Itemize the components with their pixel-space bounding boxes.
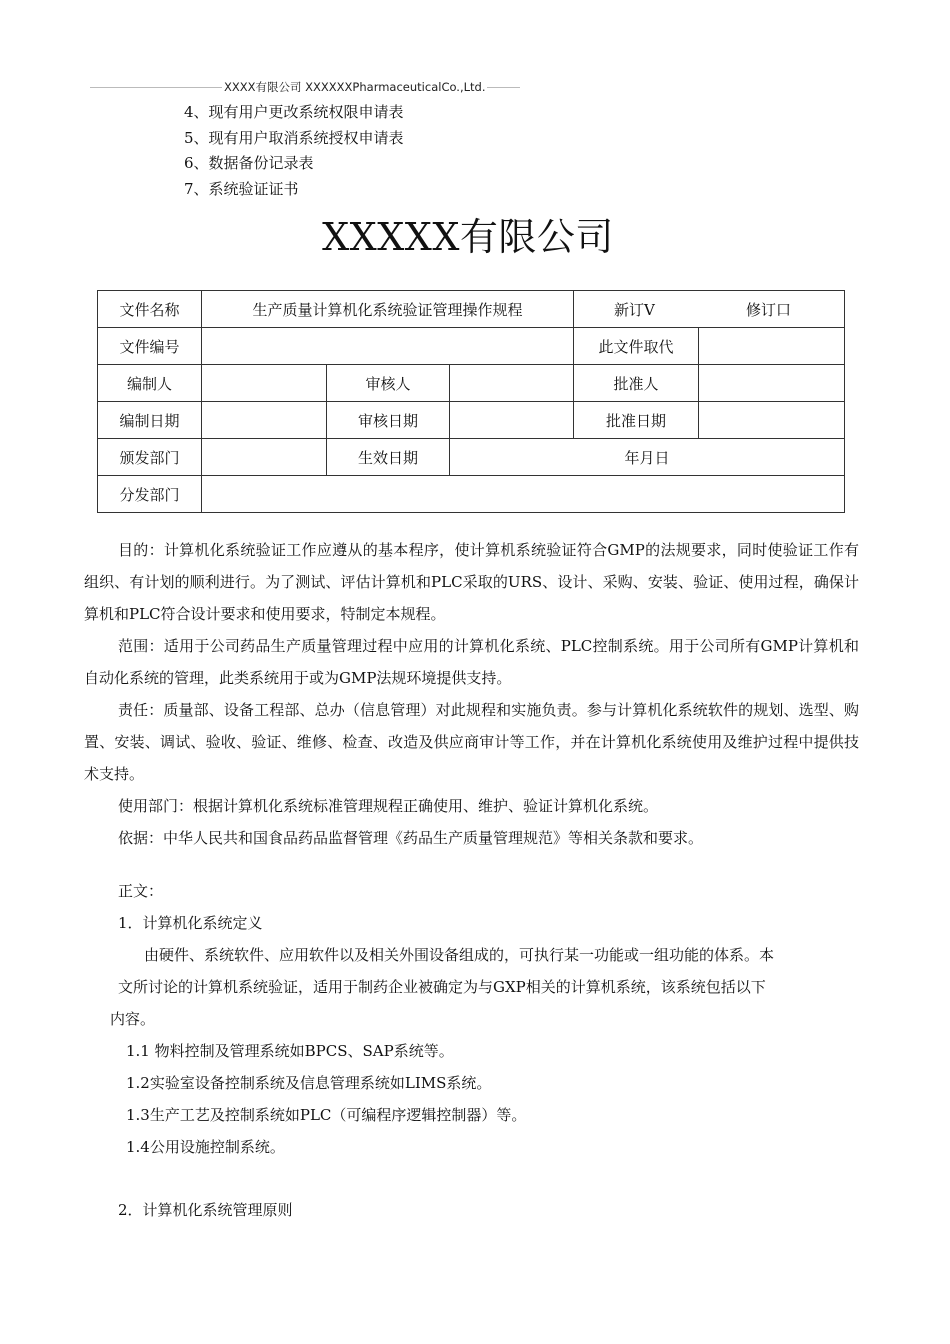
table-row <box>98 291 845 328</box>
approve-date-value <box>699 402 845 439</box>
main-heading: 正文： <box>118 882 164 900</box>
doc-no-value <box>202 328 574 365</box>
scope-paragraph: 范围：适用于公司药品生产质量管理过程中应用的计算机化系统、PLC控制系统。用于公司所有GMP计算机和自动化系统的管理，此类系统用于或为GMP法规环境提供支持。 <box>84 637 859 687</box>
table-row <box>98 402 845 439</box>
author-label: 编制人 <box>98 365 202 402</box>
intro-section <box>84 534 859 854</box>
doc-name-label: 文件名称 <box>98 291 202 328</box>
section-1-text-line: 文所讨论的计算机系统验证，适用于制药企业被确定为与GXP相关的计算机系统，该系统包括以下 <box>118 978 766 996</box>
attachment-item: 4、现有用户更改系统权限申请表 <box>184 103 404 121</box>
purpose-paragraph: 目的：计算机化系统验证工作应遵从的基本程序，使计算机系统验证符合GMP的法规要求，同时使验证工作有组织、有计划的顺利进行。为了测试、评估计算机和PLC采取的URS、设计、采购、安装、验证、使用过程，确保计算机和PLC符合设计要求和使用要求，特制定本规程。 <box>84 541 859 623</box>
table-row <box>98 365 845 402</box>
table-row <box>98 476 845 513</box>
user-dept-paragraph: 使用部门：根据计算机化系统标准管理规程正确使用、维护、验证计算机化系统。 <box>118 797 659 815</box>
issue-dept-label: 颁发部门 <box>98 439 202 476</box>
distribution-label: 分发部门 <box>98 476 202 513</box>
review-date-label: 审核日期 <box>327 402 450 439</box>
author-date-value <box>202 402 327 439</box>
table-row <box>98 439 845 476</box>
list-item: 1.1 物料控制及管理系统如BPCS、SAP系统等。 <box>126 1042 454 1060</box>
attachment-list <box>184 100 404 202</box>
responsibility-paragraph: 责任：质量部、设备工程部、总办（信息管理）对此规程和实施负责。参与计算机化系统软件的规划、选型、购置、安装、调试、验收、验证、维修、检查、改造及供应商审计等工作，并在计算机化系统使用及维护过程中提供技术支持。 <box>84 701 859 783</box>
list-item: 1.4公用设施控制系统。 <box>126 1138 285 1156</box>
replace-value <box>699 328 845 365</box>
replace-label: 此文件取代 <box>574 328 699 365</box>
effective-date-label: 生效日期 <box>327 439 450 476</box>
section-1-title: 1．计算机化系统定义 <box>118 914 263 932</box>
section-2-title: 2．计算机化系统管理原则 <box>118 1201 293 1219</box>
doc-no-label: 文件编号 <box>98 328 202 365</box>
basis-paragraph: 依据：中华人民共和国食品药品监督管理《药品生产质量管理规范》等相关条款和要求。 <box>118 829 704 847</box>
revise-label: 修订口 <box>746 300 792 319</box>
approver-value <box>699 365 845 402</box>
section-1-text-line: 由硬件、系统软件、应用软件以及相关外围设备组成的，可执行某一功能或一组功能的体系。本 <box>144 946 775 964</box>
reviewer-label: 审核人 <box>327 365 450 402</box>
section-1-text-line: 内容。 <box>110 1010 156 1028</box>
list-item: 1.3生产工艺及控制系统如PLC（可编程序逻辑控制器）等。 <box>126 1106 527 1124</box>
attachment-item: 6、数据备份记录表 <box>184 154 314 172</box>
approve-date-label: 批准日期 <box>574 402 699 439</box>
table-row <box>98 328 845 365</box>
effective-date-value: 年月日 <box>450 439 845 476</box>
issue-dept-value <box>202 439 327 476</box>
list-item: 1.2实验室设备控制系统及信息管理系统如LIMS系统。 <box>126 1074 492 1092</box>
attachment-item: 5、现有用户取消系统授权申请表 <box>184 128 404 147</box>
company-title: XXXXX有限公司 <box>322 215 614 259</box>
author-value <box>202 365 327 402</box>
new-label: 新订Ⅴ <box>614 300 655 319</box>
reviewer-value <box>450 365 574 402</box>
approver-label: 批准人 <box>574 365 699 402</box>
document-info-table <box>97 290 845 513</box>
running-header: XXXX有限公司 XXXXXXPharmaceuticalCo.,Ltd. <box>224 80 486 94</box>
attachment-item: 7、系统验证证书 <box>184 179 299 198</box>
review-date-value <box>450 402 574 439</box>
version-cell <box>574 291 845 328</box>
doc-name-value: 生产质量计算机化系统验证管理操作规程 <box>202 291 574 328</box>
distribution-value <box>202 476 845 513</box>
author-date-label: 编制日期 <box>98 402 202 439</box>
